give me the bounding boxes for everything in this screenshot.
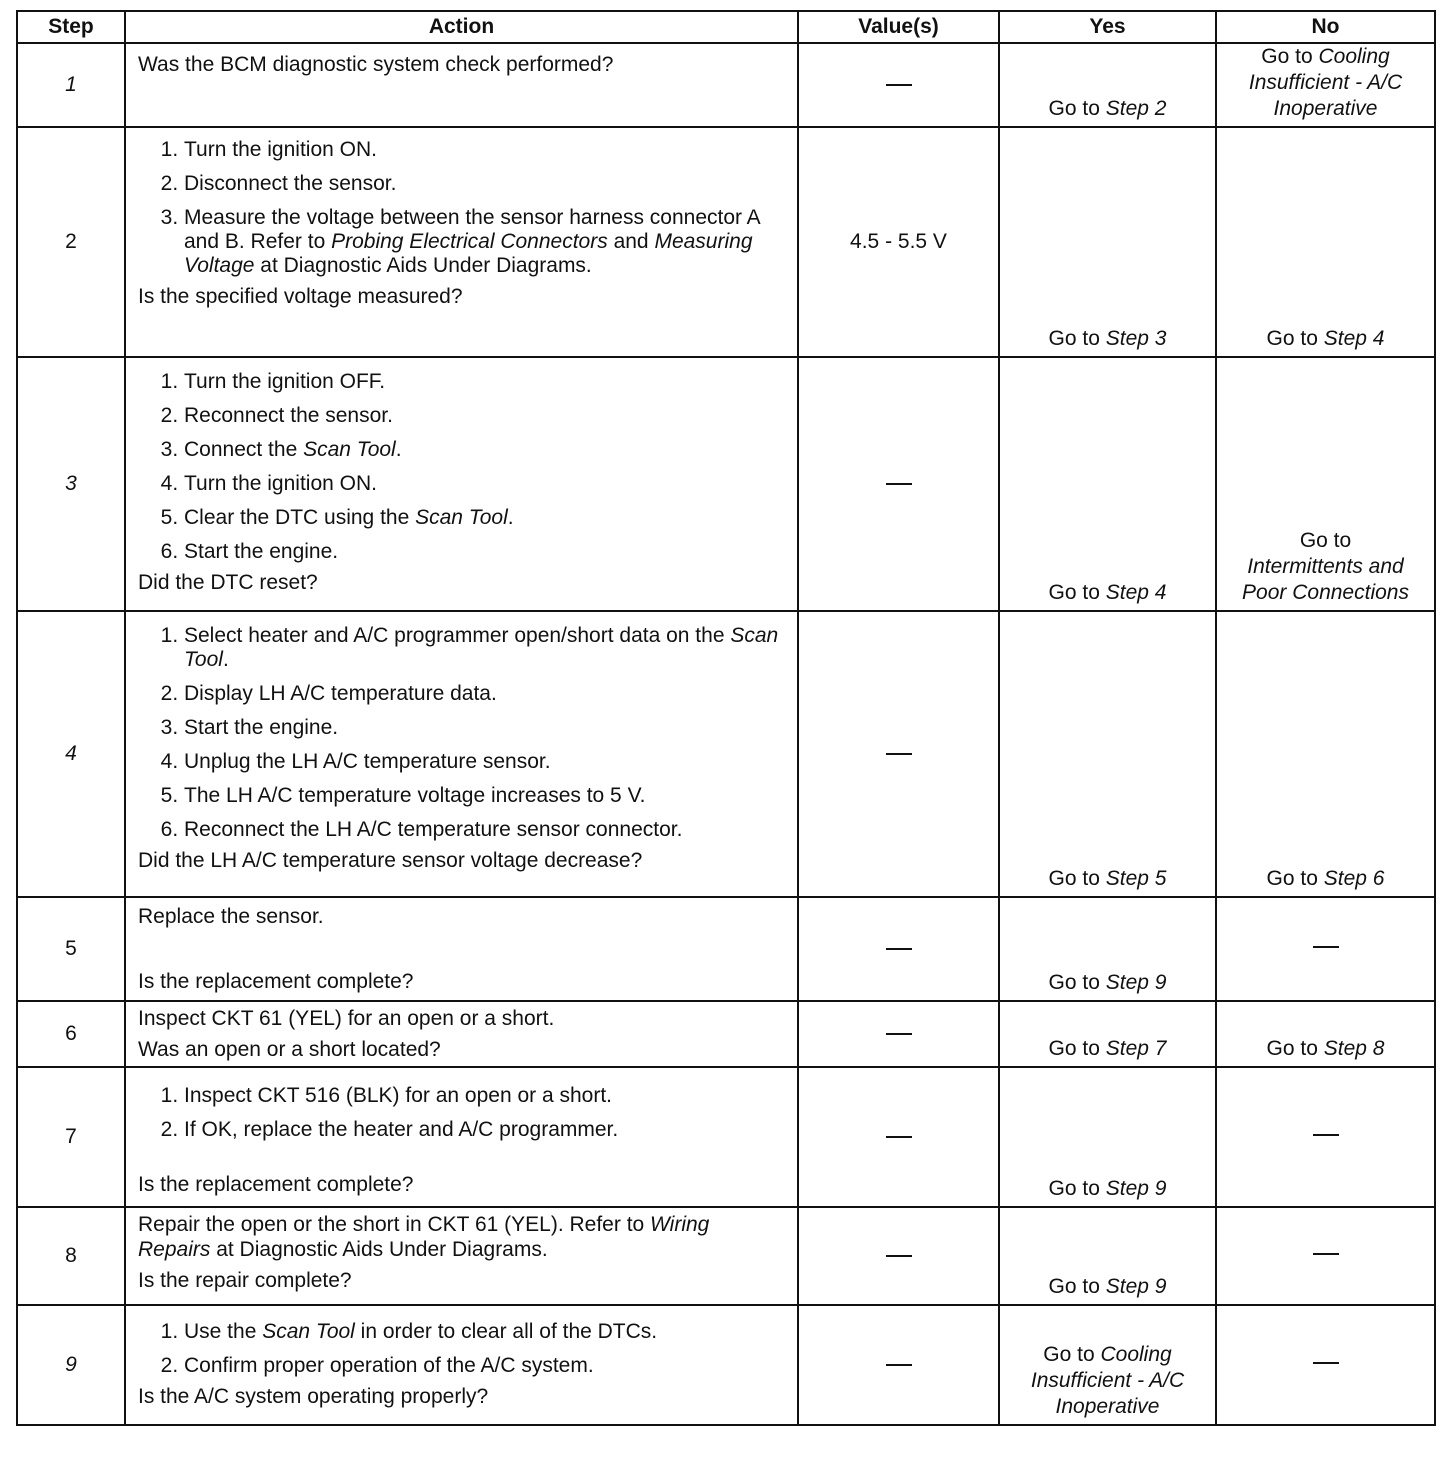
- action-cell: [125, 897, 798, 1001]
- list-item: 2. Display LH A/C temperature data.: [184, 682, 787, 706]
- list-item: 2. Reconnect the sensor.: [184, 404, 787, 428]
- yes-cell: Go to Step 2: [999, 43, 1216, 127]
- value-cell: [798, 1067, 999, 1207]
- action-cell: [125, 357, 798, 611]
- value-cell: 4.5 - 5.5 V: [798, 127, 999, 357]
- yes-link: Step 9: [1105, 971, 1167, 994]
- yes-cell: Go to Cooling Insufficient - A/C Inoperative: [999, 1305, 1216, 1425]
- no-link: Step 6: [1323, 867, 1385, 890]
- yes-cell: Go to Step 5: [999, 611, 1216, 897]
- action-list: [138, 370, 787, 564]
- list-item: 5. Clear the DTC using the Scan Tool.: [184, 506, 787, 530]
- step-number: 4: [17, 611, 125, 897]
- action-question: Did the DTC reset?: [138, 571, 318, 594]
- yes-cell: Go to Step 7: [999, 1001, 1216, 1067]
- action-text: Replace the sensor.: [138, 905, 324, 928]
- list-item: 4. Unplug the LH A/C temperature sensor.: [184, 750, 787, 774]
- dash-mark: [886, 948, 912, 950]
- no-link: Step 8: [1323, 1037, 1385, 1060]
- action-cell: [125, 611, 798, 897]
- table-row: [17, 357, 1435, 611]
- no-cell: Go to Step 4: [1216, 127, 1435, 357]
- yes-link: Step 3: [1105, 327, 1167, 350]
- yes-link: Step 9: [1105, 1177, 1167, 1200]
- step-number: 9: [17, 1305, 125, 1425]
- action-cell: [125, 1207, 798, 1305]
- table-row: [17, 1001, 1435, 1067]
- action-question: Is the replacement complete?: [138, 1173, 414, 1196]
- list-item: 3. Start the engine.: [184, 716, 787, 740]
- value-cell: [798, 1001, 999, 1067]
- table-row: [17, 43, 1435, 127]
- yes-cell: Go to Step 9: [999, 897, 1216, 1001]
- action-cell: [125, 43, 798, 127]
- header-values: Value(s): [798, 11, 999, 43]
- dash-mark: [1313, 1253, 1339, 1255]
- no-cell: Go to Intermittents and Poor Connections: [1216, 357, 1435, 611]
- value-cell: [798, 357, 999, 611]
- header-no: No: [1216, 11, 1435, 43]
- yes-link: Step 2: [1105, 97, 1167, 120]
- step-number: 3: [17, 357, 125, 611]
- table-row: [17, 897, 1435, 1001]
- list-item: 1. Turn the ignition ON.: [184, 138, 787, 162]
- dash-mark: [886, 1255, 912, 1257]
- diagnostic-table: [16, 10, 1436, 1426]
- yes-cell: Go to Step 9: [999, 1207, 1216, 1305]
- list-item: 3. Measure the voltage between the sensor harness connector A and B. Refer to Probing Electrical Connectors and Measuring Voltage at Diagnostic Aids Under Diagrams.: [184, 206, 787, 278]
- table-row: [17, 1207, 1435, 1305]
- no-link: Cooling Insufficient - A/C Inoperative: [1248, 45, 1403, 120]
- action-cell: [125, 1001, 798, 1067]
- no-cell: [1216, 1067, 1435, 1207]
- value-cell: [798, 611, 999, 897]
- header-step: Step: [17, 11, 125, 43]
- action-text: Inspect CKT 61 (YEL) for an open or a short.: [138, 1007, 555, 1030]
- action-cell: [125, 127, 798, 357]
- value-cell: [798, 1305, 999, 1425]
- no-link: Intermittents and Poor Connections: [1242, 555, 1409, 604]
- step-number: 2: [17, 127, 125, 357]
- table-row: [17, 611, 1435, 897]
- action-list: [138, 1320, 787, 1378]
- action-list: [138, 138, 787, 278]
- action-question: Was the BCM diagnostic system check performed?: [138, 53, 614, 76]
- action-cell: [125, 1067, 798, 1207]
- step-number: 5: [17, 897, 125, 1001]
- step-number: 7: [17, 1067, 125, 1207]
- dash-mark: [886, 84, 912, 86]
- value-cell: [798, 897, 999, 1001]
- no-link: Step 4: [1323, 327, 1385, 350]
- action-list: [138, 1084, 787, 1142]
- step-number: 8: [17, 1207, 125, 1305]
- list-item: 1. Select heater and A/C programmer open/short data on the Scan Tool.: [184, 624, 787, 672]
- list-item: 1. Inspect CKT 516 (BLK) for an open or a short.: [184, 1084, 787, 1108]
- action-question: Is the repair complete?: [138, 1269, 352, 1292]
- list-item: 3. Connect the Scan Tool.: [184, 438, 787, 462]
- list-item: 1. Turn the ignition OFF.: [184, 370, 787, 394]
- yes-link: Step 7: [1105, 1037, 1167, 1060]
- dash-mark: [1313, 1134, 1339, 1136]
- dash-mark: [886, 1033, 912, 1035]
- action-question: Is the replacement complete?: [138, 970, 414, 993]
- yes-link: Cooling Insufficient - A/C Inoperative: [1030, 1343, 1185, 1418]
- action-question: Is the A/C system operating properly?: [138, 1385, 489, 1408]
- header-yes: Yes: [999, 11, 1216, 43]
- yes-link: Step 9: [1105, 1275, 1167, 1298]
- list-item: 6. Start the engine.: [184, 540, 787, 564]
- table-row: [17, 1305, 1435, 1425]
- no-cell: [1216, 1305, 1435, 1425]
- no-cell: Go to Step 6: [1216, 611, 1435, 897]
- table-row: [17, 1067, 1435, 1207]
- value-cell: [798, 1207, 999, 1305]
- yes-cell: Go to Step 4: [999, 357, 1216, 611]
- action-list: [138, 624, 787, 842]
- dash-mark: [886, 1136, 912, 1138]
- dash-mark: [886, 1364, 912, 1366]
- table-row: [17, 127, 1435, 357]
- action-cell: [125, 1305, 798, 1425]
- value-cell: [798, 43, 999, 127]
- yes-cell: Go to Step 9: [999, 1067, 1216, 1207]
- list-item: 2. Confirm proper operation of the A/C system.: [184, 1354, 787, 1378]
- no-cell: Go to Cooling Insufficient - A/C Inoperative: [1216, 43, 1435, 127]
- yes-link: Step 5: [1105, 867, 1167, 890]
- no-cell: [1216, 1207, 1435, 1305]
- list-item: 5. The LH A/C temperature voltage increases to 5 V.: [184, 784, 787, 808]
- action-question: Was an open or a short located?: [138, 1038, 441, 1061]
- no-cell: [1216, 897, 1435, 1001]
- header-action: Action: [125, 11, 798, 43]
- action-text: Repair the open or the short in CKT 61 (YEL). Refer to Wiring Repairs at Diagnostic Aids Under Diagrams.: [138, 1213, 710, 1261]
- dash-mark: [886, 753, 912, 755]
- dash-mark: [1313, 1362, 1339, 1364]
- dash-mark: [1313, 946, 1339, 948]
- step-number: 1: [17, 43, 125, 127]
- list-item: 1. Use the Scan Tool in order to clear all of the DTCs.: [184, 1320, 787, 1344]
- list-item: 2. Disconnect the sensor.: [184, 172, 787, 196]
- header-row: [17, 11, 1435, 43]
- action-question: Is the specified voltage measured?: [138, 285, 463, 308]
- no-cell: Go to Step 8: [1216, 1001, 1435, 1067]
- list-item: 4. Turn the ignition ON.: [184, 472, 787, 496]
- list-item: 2. If OK, replace the heater and A/C programmer.: [184, 1118, 787, 1142]
- list-item: 6. Reconnect the LH A/C temperature sensor connector.: [184, 818, 787, 842]
- yes-cell: Go to Step 3: [999, 127, 1216, 357]
- step-number: 6: [17, 1001, 125, 1067]
- action-question: Did the LH A/C temperature sensor voltage decrease?: [138, 849, 643, 872]
- yes-link: Step 4: [1105, 581, 1167, 604]
- dash-mark: [886, 483, 912, 485]
- diagnostic-table-page: [16, 10, 1434, 1426]
